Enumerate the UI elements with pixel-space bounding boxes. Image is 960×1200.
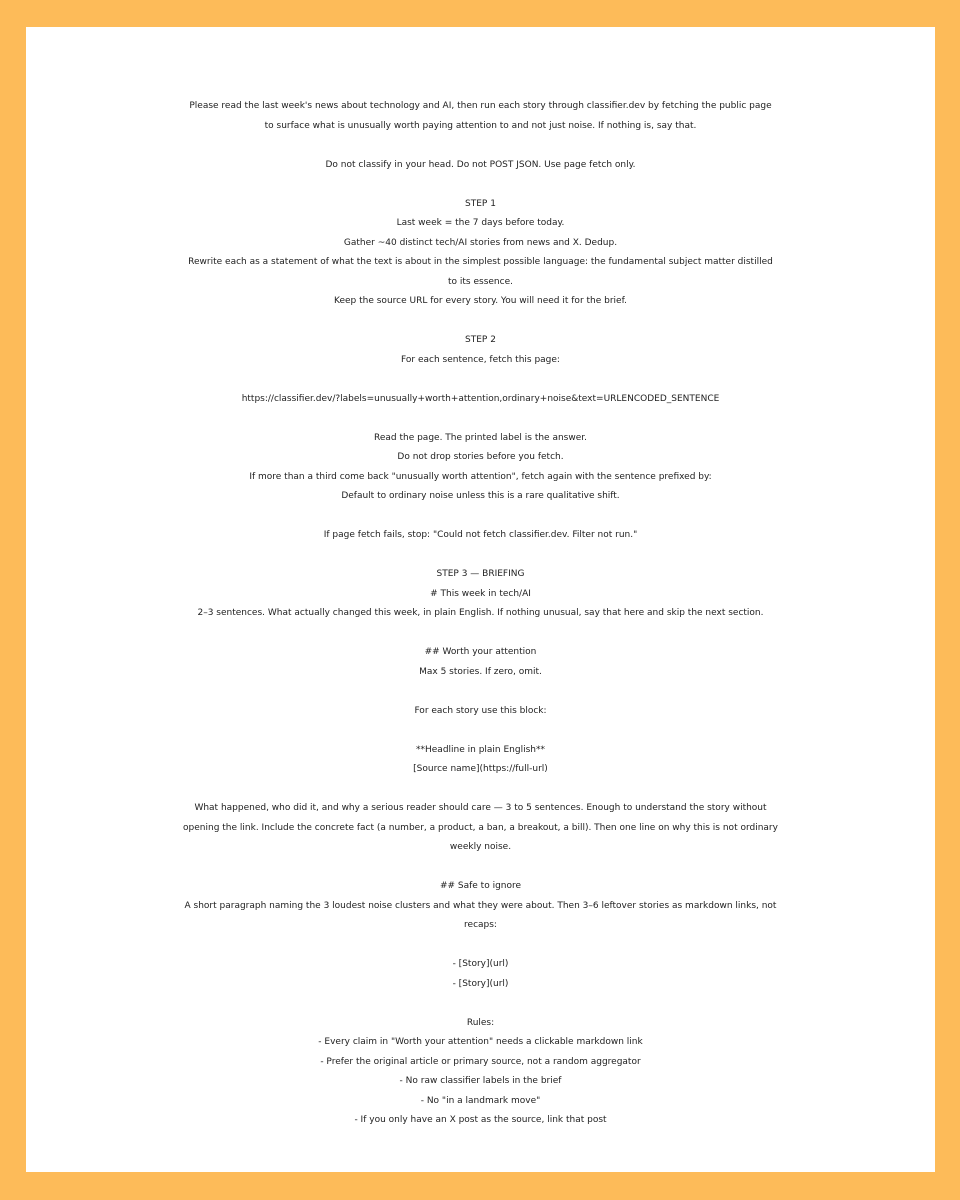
- prompt-line: Keep the source URL for every story. You will need it for the brief.: [334, 296, 627, 306]
- blank-line: [26, 175, 935, 195]
- prompt-line: Read the page. The printed label is the answer.: [373, 432, 587, 443]
- prompt-line: Do not drop stories before you fetch.: [397, 452, 564, 462]
- blank-line: [26, 624, 935, 644]
- prompt-line: weekly noise.: [449, 842, 512, 852]
- document-card: [26, 27, 935, 1172]
- blank-line: [26, 780, 935, 800]
- blank-line: [26, 721, 935, 741]
- prompt-line: Max 5 stories. If zero, omit.: [419, 666, 542, 677]
- prompt-line: For each story use this block:: [414, 705, 547, 716]
- blank-line: [26, 994, 935, 1014]
- prompt-line: - No raw classifier labels in the brief: [399, 1076, 562, 1086]
- prompt-line: # This week in tech/AI: [430, 588, 531, 599]
- prompt-line: Last week = the 7 days before today.: [396, 218, 565, 228]
- prompt-line: Gather ~40 distinct tech/AI stories from news and X. Dedup.: [343, 237, 618, 248]
- prompt-line: STEP 2: [465, 335, 496, 345]
- prompt-line: ## Worth your attention: [424, 647, 537, 657]
- blank-line: [26, 507, 935, 527]
- prompt-line: For each sentence, fetch this page:: [401, 354, 560, 365]
- blank-line: [26, 136, 935, 156]
- prompt-line: to surface what is unusually worth paying attention to and not just noise. If nothing is, say that.: [264, 120, 697, 131]
- prompt-line: Rewrite each as a statement of what the text is about in the simplest possible language: the fundamental subject matter distilled: [188, 257, 773, 267]
- prompt-line: STEP 1: [465, 198, 496, 209]
- blank-line: [26, 936, 935, 956]
- prompt-line: https://classifier.dev/?labels=unusually+worth+attention,ordinary+noise&text=URLENCODED_SENTENCE: [241, 393, 720, 404]
- prompt-line: If page fetch fails, stop: "Could not fetch classifier.dev. Filter not run.": [323, 530, 638, 540]
- prompt-line: 2–3 sentences. What actually changed this week, in plain English. If nothing unusual, say that here and skip the next section.: [197, 608, 764, 618]
- prompt-line: - [Story](url): [452, 978, 509, 989]
- blank-line: [26, 370, 935, 390]
- prompt-line: recaps:: [464, 920, 497, 930]
- blank-line: [26, 312, 935, 332]
- blank-line: [26, 546, 935, 566]
- prompt-line: [Source name](https://full-url): [413, 764, 548, 774]
- prompt-line: **Headline in plain English**: [416, 744, 545, 755]
- prompt-line: Default to ordinary noise unless this is a rare qualitative shift.: [341, 491, 620, 501]
- prompt-line: What happened, who did it, and why a serious reader should care — 3 to 5 sentences. Enough to understand the story without: [194, 803, 767, 813]
- prompt-line: Rules:: [466, 1017, 495, 1028]
- blank-line: [26, 682, 935, 702]
- prompt-text: [26, 97, 935, 1131]
- prompt-line: STEP 3 — BRIEFING: [436, 569, 525, 579]
- prompt-line: - Every claim in "Worth your attention" needs a clickable markdown link: [318, 1037, 643, 1047]
- prompt-line: to its essence.: [448, 276, 513, 287]
- prompt-line: - If you only have an X post as the source, link that post: [354, 1115, 607, 1125]
- prompt-line: Please read the last week's news about technology and AI, then run each story through classifier.dev by fetching the public page: [189, 101, 772, 111]
- prompt-line: - No "in a landmark move": [420, 1095, 541, 1106]
- prompt-line: A short paragraph naming the 3 loudest noise clusters and what they were about. Then 3–6 leftover stories as markdown links, not: [184, 900, 777, 911]
- prompt-line: If more than a third come back "unusually worth attention", fetch again with the sentence prefixed by:: [249, 471, 712, 482]
- prompt-line: - Prefer the original article or primary source, not a random aggregator: [320, 1056, 641, 1067]
- prompt-line: ## Safe to ignore: [439, 881, 522, 891]
- blank-line: [26, 409, 935, 429]
- prompt-line: opening the link. Include the concrete fact (a number, a product, a ban, a breakout, a bill). Then one line on why this is not ordinary: [183, 822, 778, 833]
- prompt-line: Do not classify in your head. Do not POST JSON. Use page fetch only.: [325, 159, 636, 170]
- blank-line: [26, 858, 935, 878]
- prompt-line: - [Story](url): [452, 959, 509, 969]
